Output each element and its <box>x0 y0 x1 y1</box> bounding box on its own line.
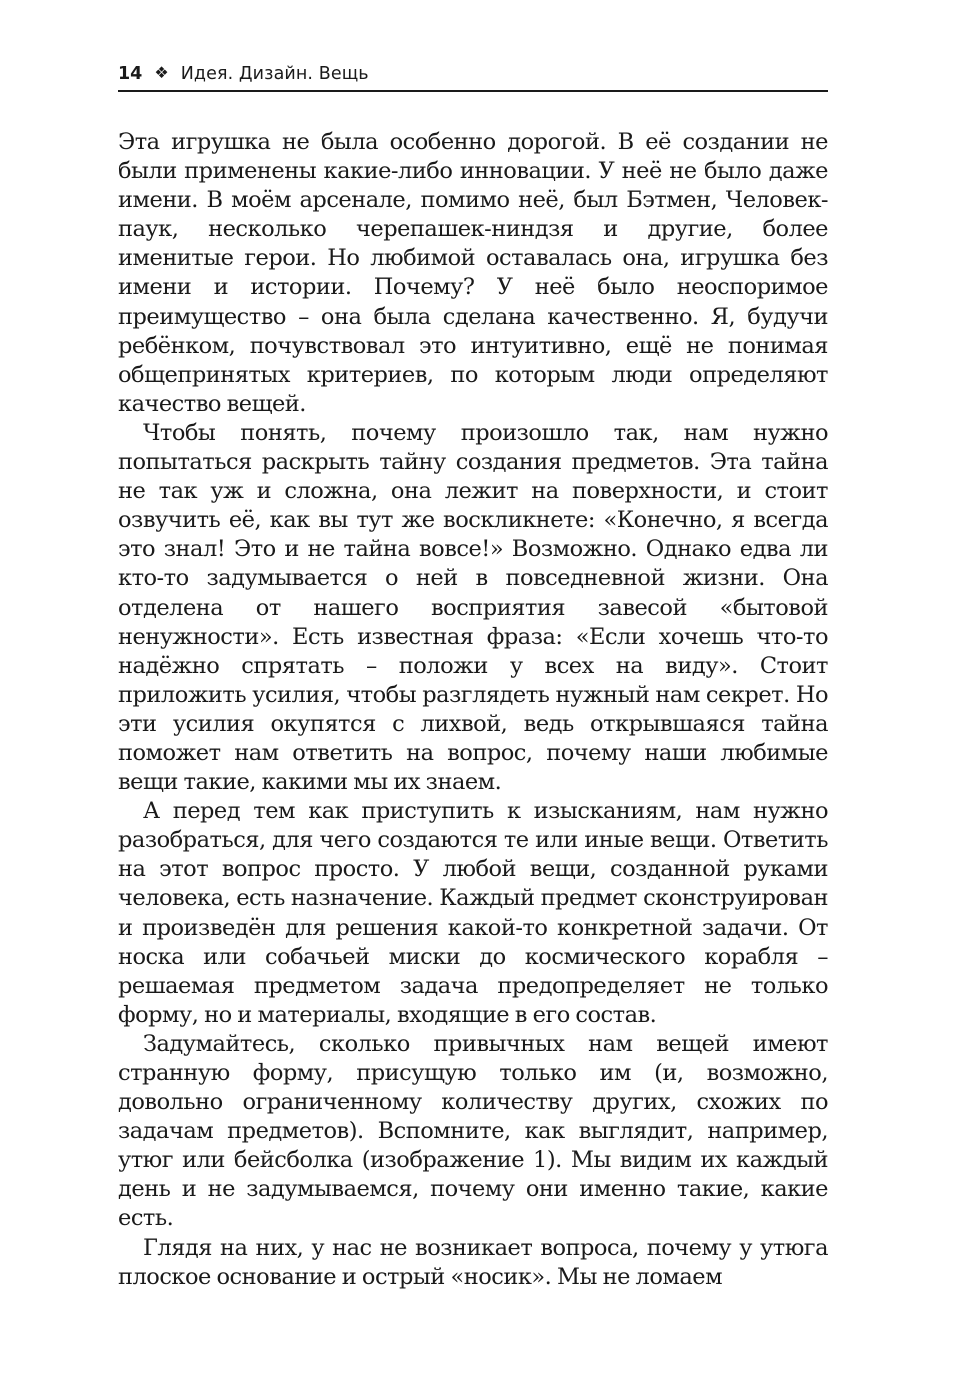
paragraph-2: Чтобы понять, почему произошло так, нам нужно попытаться раскрыть тайну создания предметов. Эта тайна не так уж и сложна, она лежит на поверхности, и стоит озвучить её, как вы тут же воскликнете: «Конечно, я всегда это знал! Это и не тайна вовсе!» Возможно. Однако едва ли кто-то задумывается о ней в повседневной жизни. Она отделена от нашего восприятия завесой «бытовой ненужности». Есть известная фраза: «Если хочешь что-то надёжно спрятать – положи у всех на виду». Стоит приложить усилия, чтобы разглядеть нужный нам секрет. Но эти усилия окупятся с лихвой, ведь открывшаяся тайна поможет нам ответить на вопрос, почему наши любимые вещи такие, какими мы их знаем. <box>118 419 828 796</box>
paragraph-5: Глядя на них, у нас не возникает вопроса, почему у утюга плоское основание и острый «носик». Мы не ломаем <box>118 1234 828 1290</box>
book-page <box>118 64 828 1292</box>
paragraph-3: А перед тем как приступить к изысканиям, нам нужно разобраться, для чего создаются те или иные вещи. Ответить на этот вопрос просто. У любой вещи, созданной руками человека, есть назначение. Каждый предмет сконструирован и произведён для решения какой-то конкретной задачи. От носка или собачьей миски до космического корабля – решаемая предметом задача предопределяет не только форму, но и материалы, входящие в его состав. <box>118 798 828 1028</box>
running-title: Идея. Дизайн. Вещь <box>180 64 369 84</box>
paragraph-1: Эта игрушка не была особенно дорогой. В её создании не были применены какие-либо инновации. У неё не было даже имени. В моём арсенале, помимо неё, был Бэтмен, Человек-паук, несколько черепашек-ниндзя и другие, более именитые герои. Но любимой оставалась она, игрушка без имени и истории. Почему? У неё было неоспоримое преимущество – она была сделана качественно. Я, будучи ребёнком, почувствовал это интуитивно, ещё не понимая общепринятых критериев, по которым люди определяют качество вещей. <box>118 129 828 417</box>
ornament-icon: ❖ <box>154 63 169 82</box>
body-text <box>118 128 828 1292</box>
running-header <box>118 64 828 92</box>
paragraph-4: Задумайтесь, сколько привычных нам вещей имеют странную форму, присущую только им (и, возможно, довольно ограниченному количеству других, схожих по задачам предметов). Вспомните, как выглядит, например, утюг или бейсболка (изображение 1). Мы видим их каждый день и не задумываемся, почему они именно такие, какие есть. <box>118 1030 828 1232</box>
page-number: 14 <box>118 64 143 84</box>
